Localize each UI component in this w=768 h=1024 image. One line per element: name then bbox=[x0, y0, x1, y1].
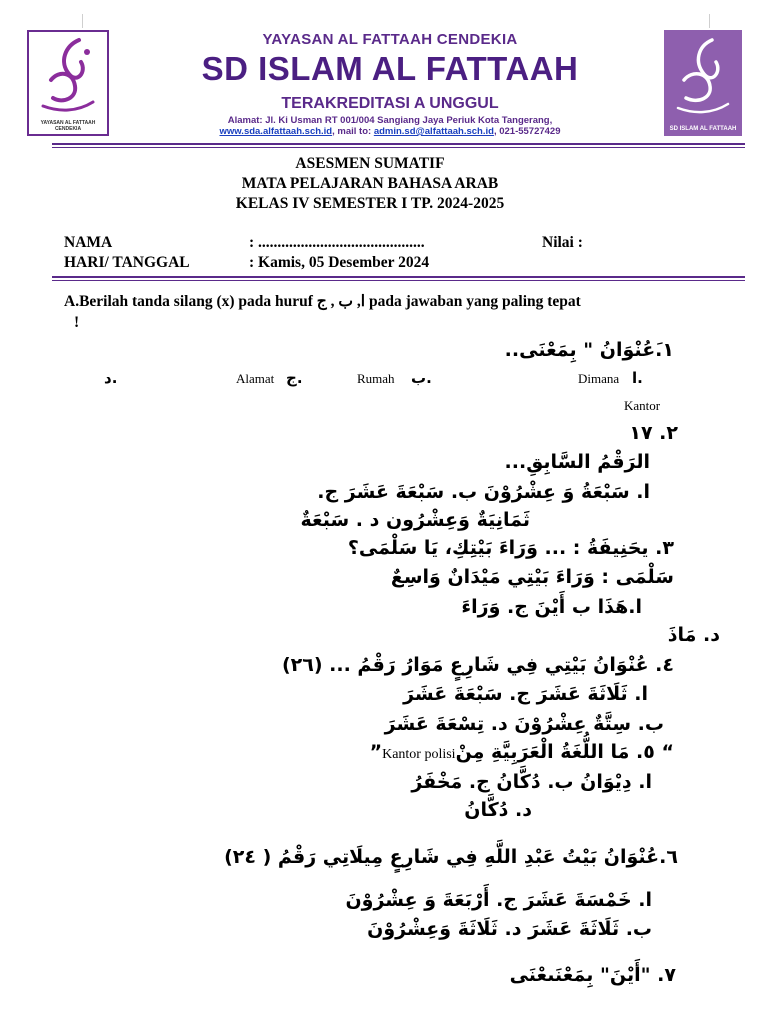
q4-options-row-2[interactable]: ب. سِتَّةٌ عِشْرُوْنَ د. تِسْعَةَ عَشَرَ bbox=[384, 713, 664, 735]
school-logo bbox=[664, 30, 742, 136]
header-divider-thin bbox=[52, 147, 745, 148]
exam-title: ASESMEN SUMATIF bbox=[295, 155, 445, 172]
question-7: ٧. "أَيْنَ" بِمَعْنَىعْنَى bbox=[509, 964, 676, 986]
q1-option-d[interactable]: Kantor bbox=[624, 398, 661, 413]
question-4: ٤. عُنْوَانُ بَيْتِي فِي شَارِعٍ مَوَارُ رَقْمُ ... (٢٦) bbox=[281, 654, 674, 676]
info-divider bbox=[52, 276, 745, 278]
foundation-logo bbox=[27, 30, 109, 136]
accreditation-text: TERAKREDITASI A UNGGUL bbox=[281, 95, 499, 112]
question-2-prompt: الرَقْمُ السَّابِقِ... bbox=[504, 451, 650, 473]
q2-options-row-1[interactable]: ا. سَبْعَةُ وَ عِشْرُوْنَ ب. سَبْعَةَ عَشَرَ ج. bbox=[317, 481, 650, 503]
q1-option-c[interactable]: Alamat bbox=[236, 371, 275, 386]
exam-class: KELAS IV SEMESTER I TP. 2024-2025 bbox=[235, 195, 505, 212]
date-value: : Kamis, 05 Desember 2024 bbox=[249, 254, 430, 271]
mail-label: , mail to: bbox=[332, 126, 372, 137]
q5-options-row-2[interactable]: د. دُكَّانُ bbox=[464, 799, 532, 821]
q5-options-row-1[interactable]: ا. دِيْوَانُ ب. دُكَّانُ ج. مَخْفَرُ bbox=[411, 771, 652, 793]
foundation-logo-caption: YAYASAN AL FATTAAH CENDEKIA bbox=[40, 120, 96, 132]
date-label: HARI/ TANGGAL bbox=[64, 254, 190, 271]
calligraphy-emblem-icon bbox=[29, 32, 107, 122]
email-link[interactable]: admin.sd@alfattaah.sch.id bbox=[373, 126, 494, 137]
school-address: Alamat: Jl. Ki Usman RT 001/004 Sangiang Jaya Periuk Kota Tangerang, bbox=[227, 115, 553, 126]
foundation-name: YAYASAN AL FATTAAH CENDEKIA bbox=[262, 31, 518, 48]
q6-options-row-1[interactable]: ا. خَمْسَةَ عَشَرَ ج. أَرْبَعَةَ وَ عِشْرُوْنَ bbox=[345, 889, 652, 911]
q4-options-row-1[interactable]: ا. ثَلَاثَةَ عَشَرَ ج. سَبْعَةَ عَشَرَ bbox=[403, 683, 648, 705]
section-instruction bbox=[64, 291, 684, 333]
margin-tick-left bbox=[82, 14, 83, 28]
q1-option-b-mark[interactable]: ب. bbox=[411, 369, 432, 387]
question-5-text: ٥. مَا اللُّغَةُ الْعَرَبِيَّةِ مِنْ “ bbox=[455, 741, 674, 763]
school-name: SD ISLAM AL FATTAAH bbox=[201, 50, 579, 87]
question-2: ٢. ١٧ bbox=[629, 422, 678, 444]
q1-option-d-mark[interactable]: د. bbox=[104, 369, 118, 387]
website-link[interactable]: www.sda.alfattaah.sch.id bbox=[219, 126, 333, 137]
q1-option-b[interactable]: Rumah bbox=[357, 371, 395, 386]
school-logo-caption: SD ISLAM AL FATTAAH bbox=[669, 126, 737, 132]
question-3-dialog: سَلْمَى : وَرَاءَ بَيْتِي مَيْدَانٌ وَاسِعٌ bbox=[390, 566, 674, 588]
question-5-latin: Kantor polisi bbox=[382, 747, 456, 762]
q2-options-row-2[interactable]: ثَمَانِيَةٌ وَعِشْرُون د . سَبْعَةٌ bbox=[300, 509, 530, 531]
calligraphy-emblem-icon bbox=[664, 30, 742, 120]
phone-number: , 021-55727429 bbox=[493, 126, 561, 137]
question-6: ٦.عُنْوَانُ بَيْتُ عَبْدِ اللَّهِ فِي شَارِعٍ مِيلَاتِي رَقْمُ ( ٢٤) bbox=[224, 846, 678, 868]
name-field[interactable]: : ........................................... bbox=[249, 234, 425, 251]
instruction-end: ! bbox=[74, 314, 80, 331]
exam-subject: MATA PELAJARAN BAHASA ARAB bbox=[241, 175, 499, 192]
score-label: Nilai : bbox=[542, 234, 583, 251]
question-1: ١.َعُنْوَانُ " بِمَعْنَى.. bbox=[504, 339, 674, 361]
margin-tick-right bbox=[709, 14, 710, 28]
info-divider-thin bbox=[52, 280, 745, 281]
contact-line bbox=[140, 126, 640, 137]
question-3: ٣. يحَنِيفَةُ : ... وَرَاءَ بَيْتِكِ، يَا سَلْمَى؟ bbox=[347, 537, 674, 559]
name-label: NAMA bbox=[64, 234, 113, 251]
question-5 bbox=[370, 741, 674, 763]
header-divider bbox=[52, 143, 745, 145]
q1-option-c-mark[interactable]: ج. bbox=[286, 369, 303, 387]
q3-options-row-2[interactable]: د. مَاذَ bbox=[667, 624, 720, 646]
q6-options-row-2[interactable]: ب. ثَلَاثَةَ عَشَرَ د. ثَلَاثَةَ وَعِشْرُوْنَ bbox=[367, 918, 652, 940]
instruction-line: A.Berilah tanda silang (x) pada huruf ا, ب , ج pada jawaban yang paling tepat bbox=[64, 293, 581, 310]
q1-option-a-mark[interactable]: ا. bbox=[632, 369, 643, 387]
q3-options-row-1[interactable]: ا.هَذَا ب أَيْنَ ج. وَرَاءَ bbox=[461, 596, 642, 618]
q1-option-a[interactable]: Dimana bbox=[578, 371, 620, 386]
question-5-close-quote: ” bbox=[369, 741, 383, 763]
